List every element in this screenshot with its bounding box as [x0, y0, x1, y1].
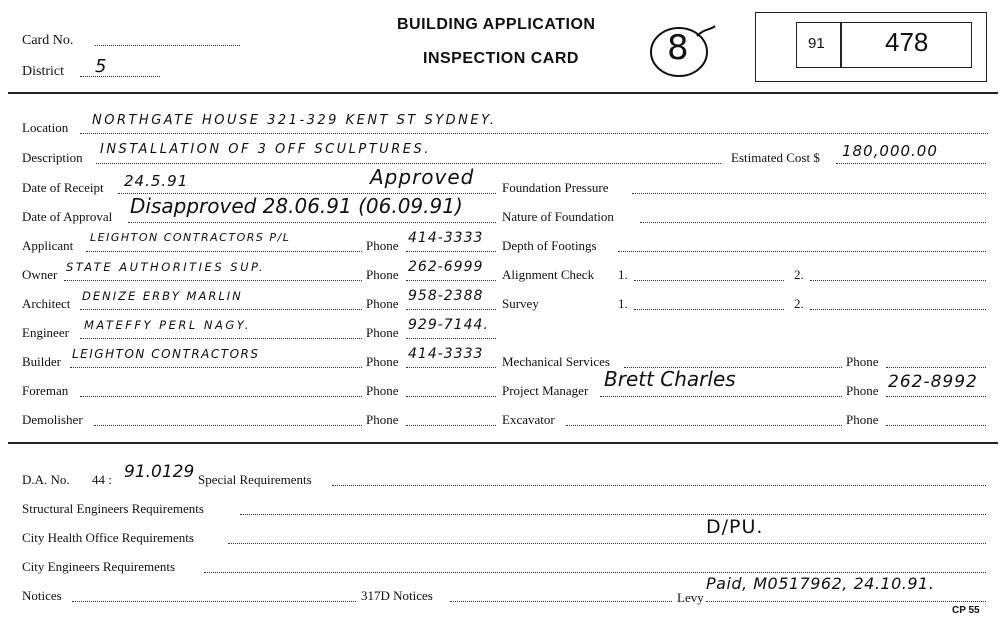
- applicant-value: LEIGHTON CONTRACTORS P/L: [90, 231, 291, 244]
- health-req-line: [228, 543, 986, 544]
- foundation-pressure-label: Foundation Pressure: [502, 180, 609, 195]
- city-eng-req-line: [204, 572, 986, 573]
- survey-line1: [634, 309, 784, 310]
- alignment-check-label: Alignment Check: [502, 267, 595, 282]
- applicant-phone-value: 414-3333: [408, 230, 484, 246]
- reference-number: 478: [885, 27, 929, 57]
- foreman-label: Foreman: [22, 383, 69, 398]
- architect-value: DENIZE ERBY MARLIN: [82, 289, 243, 303]
- owner-line: [64, 280, 362, 281]
- estimated-cost-label: Estimated Cost $: [731, 150, 820, 165]
- project-manager-label: Project Manager: [502, 383, 589, 398]
- city-eng-req-label: City Engineers Requirements: [22, 559, 176, 574]
- nature-foundation-line: [640, 222, 986, 223]
- foreman-phone-line: [406, 396, 496, 397]
- date-approval-label: Date of Approval: [22, 209, 113, 224]
- notices-label: Notices: [22, 588, 62, 603]
- middle-divider: [8, 442, 998, 444]
- date-receipt-label: Date of Receipt: [22, 180, 104, 195]
- card-no-label: Card No.: [22, 33, 74, 48]
- project-manager-phone-label: Phone: [846, 383, 879, 398]
- form-code: CP 55: [952, 605, 980, 616]
- survey-line2: [810, 309, 986, 310]
- engineer-value: MATEFFY PERL NAGY.: [84, 318, 251, 332]
- structural-req-line: [240, 514, 986, 515]
- architect-line: [80, 309, 362, 310]
- applicant-line: [86, 251, 362, 252]
- engineer-line: [80, 338, 362, 339]
- date-receipt-value: 24.5.91: [124, 172, 189, 190]
- special-req-label: Special Requirements: [198, 472, 312, 487]
- alignment-check-line1: [634, 280, 784, 281]
- card-title-line2: INSPECTION CARD: [423, 50, 579, 67]
- description-label: Description: [22, 150, 83, 165]
- excavator-label: Excavator: [502, 412, 555, 427]
- health-req-value: D/PU.: [706, 516, 764, 538]
- description-line: [96, 163, 721, 164]
- demolisher-line: [94, 425, 362, 426]
- card-title-line1: BUILDING APPLICATION: [397, 16, 596, 33]
- excavator-phone-line: [886, 425, 986, 426]
- header-divider: [8, 92, 998, 94]
- engineer-label: Engineer: [22, 325, 69, 340]
- depth-footings-line: [618, 251, 986, 252]
- depth-footings-label: Depth of Footings: [502, 238, 597, 253]
- estimated-cost-value: 180,000.00: [842, 142, 938, 160]
- card-no-line: [95, 45, 240, 46]
- location-label: Location: [22, 120, 69, 135]
- circled-number: 8: [667, 28, 690, 68]
- date-approval-line: [128, 222, 496, 223]
- location-line: [80, 133, 988, 134]
- architect-label: Architect: [22, 296, 71, 311]
- mechanical-phone-label: Phone: [846, 354, 879, 369]
- architect-phone-label: Phone: [366, 296, 399, 311]
- circled-number-stamp: [645, 22, 717, 80]
- health-req-label: City Health Office Requirements: [22, 530, 194, 545]
- survey-num2: 2.: [794, 296, 804, 311]
- project-manager-phone-line: [886, 396, 986, 397]
- architect-phone-line: [406, 309, 496, 310]
- applicant-phone-line: [406, 251, 496, 252]
- reference-year: 91: [808, 35, 825, 52]
- builder-label: Builder: [22, 354, 61, 369]
- alignment-check-num1: 1.: [618, 267, 628, 282]
- owner-phone-line: [406, 280, 496, 281]
- district-label: District: [22, 64, 64, 79]
- mechanical-phone-line: [886, 367, 986, 368]
- foreman-line: [80, 396, 362, 397]
- da-no-prefix: 44 :: [92, 472, 112, 487]
- levy-label: Levy: [677, 590, 704, 605]
- special-req-line: [332, 485, 986, 486]
- da-no-value: 91.0129: [124, 462, 195, 482]
- owner-phone-value: 262-6999: [408, 259, 484, 275]
- engineer-phone-label: Phone: [366, 325, 399, 340]
- excavator-phone-label: Phone: [846, 412, 879, 427]
- engineer-phone-value: 929-7144.: [408, 317, 489, 333]
- estimated-cost-line: [836, 163, 986, 164]
- builder-phone-label: Phone: [366, 354, 399, 369]
- project-manager-line: [600, 396, 842, 397]
- architect-phone-value: 958-2388: [408, 288, 484, 304]
- approved-note: Approved: [370, 165, 475, 189]
- owner-value: STATE AUTHORITIES SUP.: [66, 260, 265, 274]
- notices-317d-label: 317D Notices: [361, 588, 433, 603]
- mechanical-label: Mechanical Services: [502, 354, 610, 369]
- builder-phone-value: 414-3333: [408, 346, 484, 362]
- applicant-label: Applicant: [22, 238, 74, 253]
- foundation-pressure-line: [632, 193, 986, 194]
- notices-317d-line: [450, 601, 672, 602]
- da-no-label: D.A. No.: [22, 472, 70, 487]
- engineer-phone-line: [406, 338, 496, 339]
- builder-phone-line: [406, 367, 496, 368]
- builder-line: [70, 367, 362, 368]
- alignment-check-line2: [810, 280, 986, 281]
- demolisher-label: Demolisher: [22, 412, 83, 427]
- demolisher-phone-label: Phone: [366, 412, 399, 427]
- excavator-line: [566, 425, 842, 426]
- description-value: INSTALLATION OF 3 OFF SCULPTURES.: [100, 142, 431, 157]
- demolisher-phone-line: [406, 425, 496, 426]
- owner-label: Owner: [22, 267, 58, 282]
- builder-value: LEIGHTON CONTRACTORS: [72, 347, 260, 361]
- date-approval-value: Disapproved 28.06.91 (06.09.91): [130, 194, 463, 218]
- applicant-phone-label: Phone: [366, 238, 399, 253]
- structural-req-label: Structural Engineers Requirements: [22, 501, 204, 516]
- nature-foundation-label: Nature of Foundation: [502, 209, 614, 224]
- survey-label: Survey: [502, 296, 539, 311]
- district-value: 5: [95, 56, 108, 77]
- survey-num1: 1.: [618, 296, 628, 311]
- notices-line: [72, 601, 356, 602]
- project-manager-value: Brett Charles: [604, 367, 736, 391]
- project-manager-phone-value: 262-8992: [888, 372, 978, 392]
- foreman-phone-label: Phone: [366, 383, 399, 398]
- levy-value: Paid, M0517962, 24.10.91.: [706, 574, 935, 593]
- alignment-check-num2: 2.: [794, 267, 804, 282]
- location-value: NORTHGATE HOUSE 321-329 KENT ST SYDNEY.: [92, 113, 497, 128]
- district-line: [80, 76, 160, 77]
- levy-line: [706, 601, 986, 602]
- owner-phone-label: Phone: [366, 267, 399, 282]
